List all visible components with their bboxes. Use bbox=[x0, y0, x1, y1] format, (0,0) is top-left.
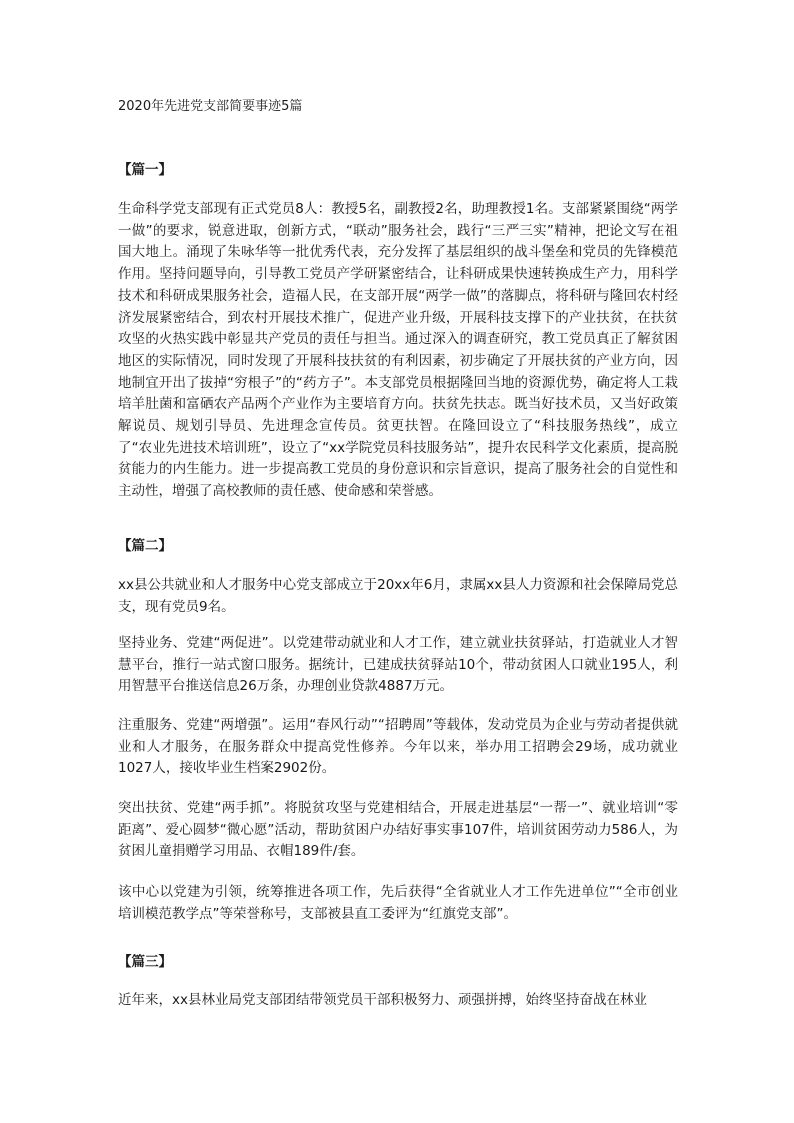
section-heading-2: 【篇二】 bbox=[118, 538, 172, 554]
section-2-paragraph-5: 该中心以党建为引领，统筹推进各项工作，先后获得“全省就业人才工作先进单位”“全市创业培训模范教学点”等荣誉称号，支部被县直工委评为“红旗党支部”。 bbox=[118, 884, 678, 922]
document-title: 2020年先进党支部简要事迹5篇 bbox=[118, 99, 303, 114]
section-3-paragraph-1: 近年来，xx县林业局党支部团结带领党员干部积极努力、顽强拼搏，始终坚持奋战在林业 bbox=[118, 992, 647, 1008]
section-1-paragraph-1: 生命科学党支部现有正式党员8人：教授5名，副教授2名，助理教授1名。支部紧紧围绕“两学一做”的要求，锐意进取，创新方式，“联动”服务社会，践行“三严三实”精神，把论文写在祖国大地上。涌现了朱咏华等一批优秀代表，充分发挥了基层组织的战斗堡垒和党员的先锋模范作用。坚持问题导向，引导教工党员产学研紧密结合，让科研成果快速转换成生产力，用科学技术和科研成果服务社会，造福人民，在支部开展“两学一做”的落脚点，将科研与隆回农村经济发展紧密结合，到农村开展技术推广，促进产业升级，开展科技支撑下的产业扶贫，在扶贫攻坚的火热实践中彰显共产党员的责任与担当。通过深入的调查研究，教工党员真正了解贫困地区的实际情况，同时发现了开展科技扶贫的有利因素，初步确定了开展扶贫的产业方向，因地制宜开出了拔掉“穷根子”的“药方子”。本支部党员根据隆回当地的资源优势，确定将人工栽培羊肚菌和富硒农产品两个产业作为主要培育方向。扶贫先扶志。既当好技术员，又当好政策解说员、规划引导员、先进理念宣传员。贫更扶智。在隆回设立了“科技服务热线”，成立了“农业先进技术培训班”，设立了“xx学院党员科技服务站”，提升农民科学文化素质，提高脱贫能力的内生能力。进一步提高教工党员的身份意识和宗旨意识，提高了服务社会的自觉性和主动性，增强了高校教师的责任感、使命感和荣誉感。 bbox=[118, 201, 678, 500]
section-2-paragraph-4: 突出扶贫、党建“两手抓”。将脱贫攻坚与党建相结合，开展走进基层“一帮一”、就业培训“零距离”、爱心圆梦“微心愿”活动，帮助贫困户办结好事实事107件，培训贫困劳动力586人，为贫困儿童捐赠学习用品、衣帽189件/套。 bbox=[118, 800, 678, 860]
section-heading-3: 【篇三】 bbox=[118, 954, 172, 970]
section-heading-1: 【篇一】 bbox=[118, 162, 172, 178]
section-2-paragraph-1: xx县公共就业和人才服务中心党支部成立于20xx年6月，隶属xx县人力资源和社会保障局党总支，现有党员9名。 bbox=[118, 577, 678, 615]
section-2-paragraph-2: 坚持业务、党建“两促进”。以党建带动就业和人才工作，建立就业扶贫驿站，打造就业人才智慧平台，推行一站式窗口服务。据统计，已建成扶贫驿站10个，带动贫困人口就业195人，利用智慧平台推送信息26万条，办理创业贷款4887万元。 bbox=[118, 635, 678, 695]
section-2-paragraph-3: 注重服务、党建“两增强”。运用“春风行动”“招聘周”等载体，发动党员为企业与劳动者提供就业和人才服务，在服务群众中提高党性修养。今年以来，举办用工招聘会29场，成功就业1027人，接收毕业生档案2902份。 bbox=[118, 717, 678, 777]
